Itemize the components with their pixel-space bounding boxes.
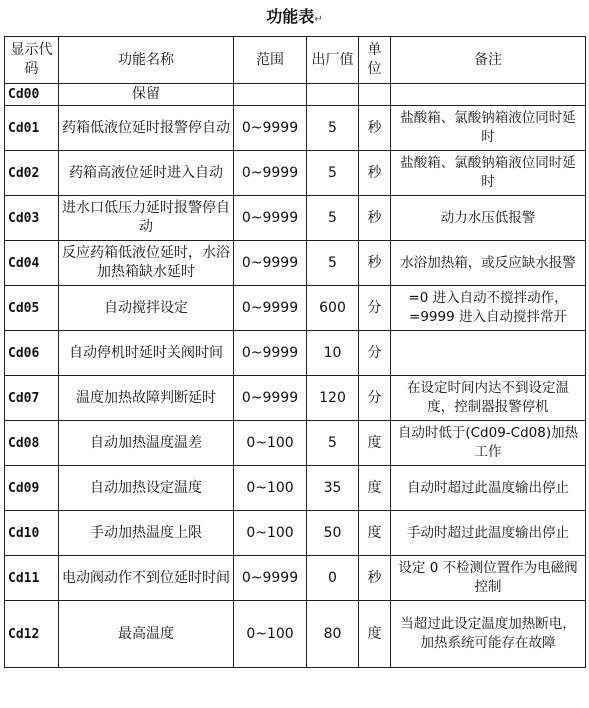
- table-header-row: [5, 37, 586, 84]
- cell-unit: 度: [359, 511, 391, 556]
- cell-default: 5: [307, 106, 359, 151]
- table-row: [5, 511, 586, 556]
- cell-unit: 度: [359, 601, 391, 668]
- cell-range: 0~9999: [234, 196, 307, 241]
- cell-code: Cd12: [5, 601, 59, 668]
- table-title: [0, 4, 589, 30]
- cell-name: 电动阀动作不到位延时时间: [59, 556, 234, 601]
- table-row: [5, 376, 586, 421]
- cell-range: 0~9999: [234, 376, 307, 421]
- cell-unit: 分: [359, 331, 391, 376]
- cell-unit: 度: [359, 421, 391, 466]
- table-row: [5, 196, 586, 241]
- cell-name: 自动加热温度温差: [59, 421, 234, 466]
- table-row: [5, 286, 586, 331]
- table-row: [5, 421, 586, 466]
- cell-code: Cd00: [5, 84, 59, 106]
- table-row: [5, 601, 586, 668]
- cell-default: 5: [307, 241, 359, 286]
- cell-note: 在设定时间内达不到设定温度，控制器报警停机: [391, 376, 586, 421]
- cell-note: 自动时低于(Cd09-Cd08)加热工作: [391, 421, 586, 466]
- table-row: [5, 151, 586, 196]
- cell-range: [234, 84, 307, 106]
- cell-code: Cd03: [5, 196, 59, 241]
- cell-name: 药箱低液位延时报警停自动: [59, 106, 234, 151]
- cell-default: 50: [307, 511, 359, 556]
- cell-name: 手动加热温度上限: [59, 511, 234, 556]
- cell-note: 盐酸箱、氯酸钠箱液位同时延时: [391, 106, 586, 151]
- cell-code: Cd02: [5, 151, 59, 196]
- cell-name: 自动停机时延时关阀时间: [59, 331, 234, 376]
- cell-range: 0~100: [234, 511, 307, 556]
- table-row: [5, 466, 586, 511]
- cell-range: 0~9999: [234, 286, 307, 331]
- cell-range: 0~9999: [234, 556, 307, 601]
- table-row: [5, 84, 586, 106]
- cell-code: Cd04: [5, 241, 59, 286]
- cell-code: Cd05: [5, 286, 59, 331]
- cell-note: 动力水压低报警: [391, 196, 586, 241]
- cell-code: Cd01: [5, 106, 59, 151]
- header-note: 备注: [391, 37, 586, 84]
- cell-unit: 秒: [359, 106, 391, 151]
- cell-range: 0~100: [234, 466, 307, 511]
- cell-code: Cd10: [5, 511, 59, 556]
- cell-note: 水浴加热箱，或反应缺水报警: [391, 241, 586, 286]
- table-row: [5, 106, 586, 151]
- cell-code: Cd07: [5, 376, 59, 421]
- cell-name: 保留: [59, 84, 234, 106]
- cell-unit: 秒: [359, 241, 391, 286]
- paragraph-mark-icon: ↵: [314, 14, 323, 25]
- cell-note: 设定 0 不检测位置作为电磁阀控制: [391, 556, 586, 601]
- header-default: 出厂值: [307, 37, 359, 84]
- cell-code: Cd09: [5, 466, 59, 511]
- cell-range: 0~9999: [234, 331, 307, 376]
- header-name: 功能名称: [59, 37, 234, 84]
- header-code: 显示代码: [5, 37, 59, 84]
- cell-unit: 秒: [359, 196, 391, 241]
- table-title-text: 功能表: [266, 7, 315, 26]
- cell-name: 温度加热故障判断延时: [59, 376, 234, 421]
- table-row: [5, 556, 586, 601]
- cell-unit: [359, 84, 391, 106]
- cell-note: 盐酸箱、氯酸钠箱液位同时延时: [391, 151, 586, 196]
- table-row: [5, 241, 586, 286]
- cell-note: 自动时超过此温度输出停止: [391, 466, 586, 511]
- cell-unit: 秒: [359, 151, 391, 196]
- table-row: [5, 331, 586, 376]
- cell-name: 自动搅拌设定: [59, 286, 234, 331]
- cell-default: 600: [307, 286, 359, 331]
- cell-code: Cd08: [5, 421, 59, 466]
- cell-note: [391, 84, 586, 106]
- cell-code: Cd11: [5, 556, 59, 601]
- header-unit: 单位: [359, 37, 391, 84]
- function-table: [4, 36, 586, 668]
- cell-name: 反应药箱低液位延时，水浴加热箱缺水延时: [59, 241, 234, 286]
- cell-range: 0~100: [234, 421, 307, 466]
- cell-note: =0 进入自动不搅拌动作，=9999 进入自动搅拌常开: [391, 286, 586, 331]
- cell-name: 药箱高液位延时进入自动: [59, 151, 234, 196]
- cell-range: 0~9999: [234, 241, 307, 286]
- cell-default: 0: [307, 556, 359, 601]
- header-range: 范围: [234, 37, 307, 84]
- cell-range: 0~9999: [234, 106, 307, 151]
- cell-range: 0~9999: [234, 151, 307, 196]
- cell-unit: 分: [359, 376, 391, 421]
- cell-default: 10: [307, 331, 359, 376]
- cell-name: 最高温度: [59, 601, 234, 668]
- cell-name: 自动加热设定温度: [59, 466, 234, 511]
- cell-name: 进水口低压力延时报警停自动: [59, 196, 234, 241]
- cell-default: 5: [307, 151, 359, 196]
- cell-default: 120: [307, 376, 359, 421]
- cell-unit: 秒: [359, 556, 391, 601]
- cell-default: 35: [307, 466, 359, 511]
- cell-code: Cd06: [5, 331, 59, 376]
- cell-note: [391, 331, 586, 376]
- cell-unit: 度: [359, 466, 391, 511]
- cell-note: 手动时超过此温度输出停止: [391, 511, 586, 556]
- cell-default: 5: [307, 196, 359, 241]
- cell-default: [307, 84, 359, 106]
- cell-default: 80: [307, 601, 359, 668]
- cell-unit: 分: [359, 286, 391, 331]
- cell-note: 当超过此设定温度加热断电，加热系统可能存在故障: [391, 601, 586, 668]
- cell-default: 5: [307, 421, 359, 466]
- cell-range: 0~100: [234, 601, 307, 668]
